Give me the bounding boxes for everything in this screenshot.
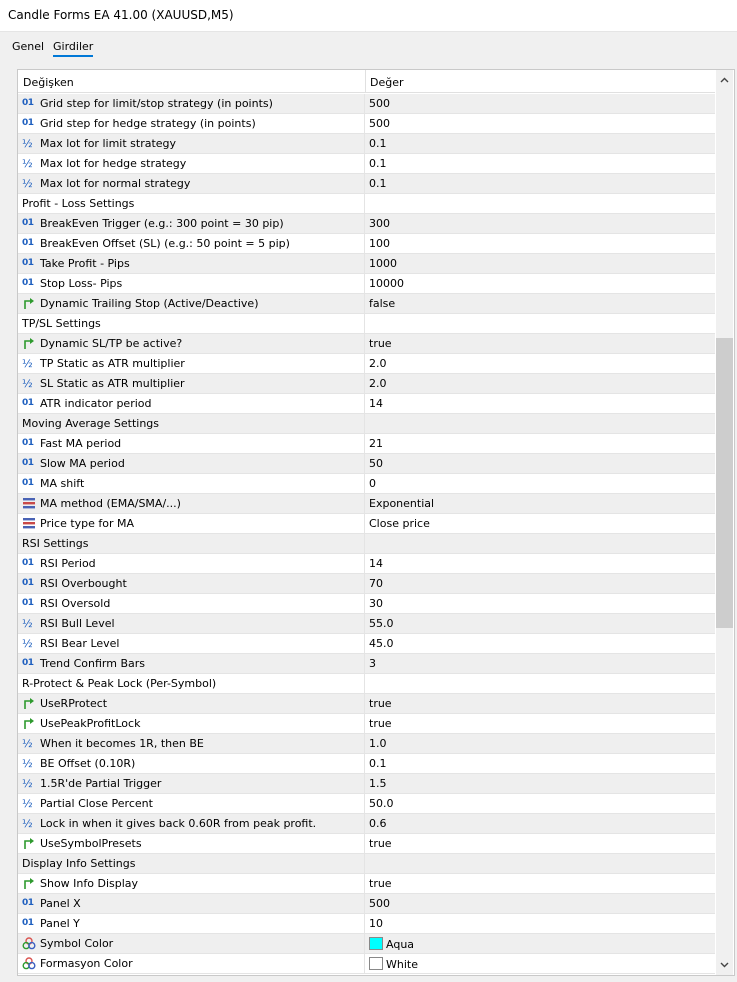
param-value-cell[interactable] <box>369 597 383 610</box>
int-type-icon: 01 <box>22 898 34 908</box>
title-bar <box>0 0 737 32</box>
param-name: Max lot for normal strategy <box>40 177 191 190</box>
double-type-icon: ½ <box>22 357 33 370</box>
header-variable[interactable]: Değişken <box>23 76 74 89</box>
param-name-cell <box>18 554 365 573</box>
param-value-cell[interactable] <box>369 297 395 310</box>
param-name: Show Info Display <box>40 877 139 890</box>
inputs-grid <box>17 69 735 976</box>
int-type-icon: 01 <box>22 98 34 108</box>
param-value: 3 <box>369 657 376 670</box>
int-type-icon: 01 <box>22 578 34 588</box>
group-row[interactable] <box>18 314 715 334</box>
color-type-icon <box>22 937 36 950</box>
param-name-cell <box>18 174 365 193</box>
param-row[interactable] <box>18 914 715 934</box>
param-name-cell <box>18 814 365 833</box>
param-value-cell[interactable] <box>369 777 387 790</box>
param-name: Max lot for hedge strategy <box>40 157 187 170</box>
param-value-cell[interactable] <box>369 257 397 270</box>
param-name: Max lot for limit strategy <box>40 137 177 150</box>
double-type-icon: ½ <box>22 157 33 170</box>
int-type-icon: 01 <box>22 658 34 668</box>
param-row[interactable] <box>18 694 715 714</box>
param-name-cell <box>18 274 365 293</box>
bool-type-icon <box>22 877 36 890</box>
param-value: 50.0 <box>369 797 394 810</box>
param-row[interactable] <box>18 734 715 754</box>
scroll-down-icon[interactable] <box>716 956 733 973</box>
param-row[interactable] <box>18 454 715 474</box>
param-value-cell[interactable] <box>369 97 390 110</box>
param-value-cell[interactable] <box>369 737 387 750</box>
param-value: White <box>386 958 418 971</box>
param-row[interactable] <box>18 614 715 634</box>
param-value-cell[interactable] <box>369 397 383 410</box>
param-value-cell[interactable] <box>369 477 376 490</box>
param-value: 10 <box>369 917 383 930</box>
param-name: Panel X <box>40 897 81 910</box>
param-name-cell <box>18 234 365 253</box>
param-value: 55.0 <box>369 617 394 630</box>
int-type-icon: 01 <box>22 558 34 568</box>
param-value: Close price <box>369 517 430 530</box>
param-value: 50 <box>369 457 383 470</box>
param-name: Take Profit - Pips <box>40 257 130 270</box>
param-row[interactable] <box>18 174 715 194</box>
param-name: Dynamic Trailing Stop (Active/Deactive) <box>40 297 259 310</box>
param-value: 14 <box>369 397 383 410</box>
param-value-cell[interactable] <box>369 377 387 390</box>
param-value: 1.5 <box>369 777 387 790</box>
param-name-cell <box>18 794 365 813</box>
param-value-cell[interactable] <box>369 957 418 971</box>
param-name: Slow MA period <box>40 457 125 470</box>
param-name: RSI Bear Level <box>40 637 120 650</box>
param-value: 2.0 <box>369 357 387 370</box>
param-name: Grid step for hedge strategy (in points) <box>40 117 256 130</box>
param-name: Formasyon Color <box>40 957 133 970</box>
param-name: Grid step for limit/stop strategy (in points) <box>40 97 273 110</box>
param-value-cell[interactable] <box>369 237 390 250</box>
double-type-icon: ½ <box>22 777 33 790</box>
param-name: MA shift <box>40 477 85 490</box>
double-type-icon: ½ <box>22 637 33 650</box>
param-value: false <box>369 297 396 310</box>
param-name: TP Static as ATR multiplier <box>40 357 185 370</box>
param-value-cell[interactable] <box>369 937 414 951</box>
param-name-cell <box>18 834 365 853</box>
group-row[interactable] <box>18 534 715 554</box>
param-name-cell <box>18 394 365 413</box>
param-row[interactable] <box>18 514 715 534</box>
param-row[interactable] <box>18 714 715 734</box>
group-label: RSI Settings <box>22 537 89 550</box>
color-type-icon <box>22 957 36 970</box>
param-row[interactable] <box>18 434 715 454</box>
param-value-cell[interactable] <box>369 717 392 730</box>
param-row[interactable] <box>18 294 715 314</box>
int-type-icon: 01 <box>22 118 34 128</box>
param-name-cell <box>18 954 365 973</box>
bool-type-icon <box>22 717 36 730</box>
param-value: 10000 <box>369 277 404 290</box>
param-value: 21 <box>369 437 383 450</box>
param-row[interactable] <box>18 234 715 254</box>
param-row[interactable] <box>18 934 715 954</box>
enum-type-icon <box>22 517 36 530</box>
param-value: 300 <box>369 217 390 230</box>
param-value: 70 <box>369 577 383 590</box>
double-type-icon: ½ <box>22 377 33 390</box>
param-value-cell[interactable] <box>369 797 394 810</box>
param-row[interactable] <box>18 94 715 114</box>
param-row[interactable] <box>18 254 715 274</box>
param-value: true <box>369 837 392 850</box>
param-name-cell <box>18 934 365 953</box>
group-row[interactable] <box>18 414 715 434</box>
param-name: RSI Overbought <box>40 577 127 590</box>
param-value: true <box>369 337 392 350</box>
param-name: SL Static as ATR multiplier <box>40 377 185 390</box>
param-value-cell[interactable] <box>369 837 392 850</box>
header-value[interactable]: Değer <box>370 76 404 89</box>
param-value: true <box>369 697 392 710</box>
param-name: Trend Confirm Bars <box>40 657 145 670</box>
param-row[interactable] <box>18 154 715 174</box>
param-row[interactable] <box>18 814 715 834</box>
param-value: true <box>369 717 392 730</box>
param-row[interactable] <box>18 394 715 414</box>
param-value: 14 <box>369 557 383 570</box>
param-name: RSI Oversold <box>40 597 111 610</box>
param-value: 500 <box>369 897 390 910</box>
param-value-cell[interactable] <box>369 637 394 650</box>
param-name: Partial Close Percent <box>40 797 153 810</box>
bool-type-icon <box>22 697 36 710</box>
param-row[interactable] <box>18 634 715 654</box>
param-name: MA method (EMA/SMA/...) <box>40 497 181 510</box>
param-value-cell[interactable] <box>369 457 383 470</box>
param-name-cell <box>18 894 365 913</box>
param-row[interactable] <box>18 834 715 854</box>
param-value-cell[interactable] <box>369 437 383 450</box>
int-type-icon: 01 <box>22 398 34 408</box>
param-name-cell <box>18 714 365 733</box>
param-row[interactable] <box>18 654 715 674</box>
param-name-cell <box>18 474 365 493</box>
grid-header <box>18 70 715 93</box>
group-label: Moving Average Settings <box>22 417 160 430</box>
param-row[interactable] <box>18 334 715 354</box>
param-name: RSI Bull Level <box>40 617 115 630</box>
param-value: 0.1 <box>369 157 387 170</box>
int-type-icon: 01 <box>22 598 34 608</box>
int-type-icon: 01 <box>22 478 34 488</box>
param-name-cell <box>18 694 365 713</box>
tab-girdiler[interactable]: Girdiler <box>53 40 94 53</box>
param-value: 2.0 <box>369 377 387 390</box>
int-type-icon: 01 <box>22 238 34 248</box>
param-name: BreakEven Trigger (e.g.: 300 point = 30 pip) <box>40 217 284 230</box>
tab-bar <box>0 36 737 58</box>
param-name-cell <box>18 594 365 613</box>
double-type-icon: ½ <box>22 817 33 830</box>
tab-genel[interactable]: Genel <box>12 40 45 53</box>
param-value-cell[interactable] <box>369 157 387 170</box>
param-value-cell[interactable] <box>369 877 392 890</box>
param-value: true <box>369 877 392 890</box>
double-type-icon: ½ <box>22 617 33 630</box>
group-label: TP/SL Settings <box>22 317 101 330</box>
vertical-scrollbar[interactable] <box>716 70 733 975</box>
param-name-cell <box>18 294 365 313</box>
group-label: Display Info Settings <box>22 857 136 870</box>
param-row[interactable] <box>18 374 715 394</box>
param-value: 30 <box>369 597 383 610</box>
bool-type-icon <box>22 837 36 850</box>
grid-rows <box>18 94 715 974</box>
group-label: R-Protect & Peak Lock (Per-Symbol) <box>22 677 217 690</box>
param-name-cell <box>18 154 365 173</box>
param-value: 100 <box>369 237 390 250</box>
header-divider[interactable] <box>365 70 366 92</box>
param-value: 45.0 <box>369 637 394 650</box>
color-swatch <box>369 957 383 970</box>
param-value-cell[interactable] <box>369 757 387 770</box>
param-value: 1000 <box>369 257 397 270</box>
int-type-icon: 01 <box>22 218 34 228</box>
param-name: Dynamic SL/TP be active? <box>40 337 183 350</box>
param-name-cell <box>18 354 365 373</box>
param-value-cell[interactable] <box>369 517 430 530</box>
param-name: RSI Period <box>40 557 96 570</box>
param-row[interactable] <box>18 574 715 594</box>
param-name-cell <box>18 214 365 233</box>
param-name: Symbol Color <box>40 937 114 950</box>
color-swatch <box>369 937 383 950</box>
param-row[interactable] <box>18 874 715 894</box>
double-type-icon: ½ <box>22 177 33 190</box>
param-row[interactable] <box>18 594 715 614</box>
param-name-cell <box>18 734 365 753</box>
param-name-cell <box>18 754 365 773</box>
param-value-cell[interactable] <box>369 817 387 830</box>
param-name-cell <box>18 454 365 473</box>
param-name-cell <box>18 654 365 673</box>
param-row[interactable] <box>18 794 715 814</box>
param-row[interactable] <box>18 894 715 914</box>
param-name-cell <box>18 434 365 453</box>
param-row[interactable] <box>18 494 715 514</box>
double-type-icon: ½ <box>22 737 33 750</box>
param-value-cell[interactable] <box>369 917 383 930</box>
param-name-cell <box>18 514 365 533</box>
param-value: 500 <box>369 117 390 130</box>
param-name-cell <box>18 334 365 353</box>
int-type-icon: 01 <box>22 278 34 288</box>
param-name: UsePeakProfitLock <box>40 717 141 730</box>
param-value: Aqua <box>386 938 415 951</box>
param-name: Lock in when it gives back 0.60R from peak profit. <box>40 817 317 830</box>
param-value-cell[interactable] <box>369 277 404 290</box>
group-row[interactable] <box>18 854 715 874</box>
int-type-icon: 01 <box>22 918 34 928</box>
param-value-cell[interactable] <box>369 357 387 370</box>
param-name: ATR indicator period <box>40 397 152 410</box>
param-name-cell <box>18 494 365 513</box>
param-name: Fast MA period <box>40 437 122 450</box>
enum-type-icon <box>22 497 36 510</box>
param-row[interactable] <box>18 354 715 374</box>
param-value-cell[interactable] <box>369 497 434 510</box>
param-value-cell[interactable] <box>369 337 392 350</box>
double-type-icon: ½ <box>22 797 33 810</box>
double-type-icon: ½ <box>22 757 33 770</box>
param-name-cell <box>18 774 365 793</box>
param-name-cell <box>18 914 365 933</box>
param-value: Exponential <box>369 497 435 510</box>
param-value-cell[interactable] <box>369 897 390 910</box>
param-name-cell <box>18 634 365 653</box>
param-name: BE Offset (0.10R) <box>40 757 136 770</box>
param-value-cell[interactable] <box>369 557 383 570</box>
param-name-cell <box>18 134 365 153</box>
param-row[interactable] <box>18 774 715 794</box>
param-value-cell[interactable] <box>369 177 387 190</box>
param-row[interactable] <box>18 274 715 294</box>
param-name: When it becomes 1R, then BE <box>40 737 204 750</box>
int-type-icon: 01 <box>22 438 34 448</box>
param-name: BreakEven Offset (SL) (e.g.: 50 point = 5 pip) <box>40 237 290 250</box>
param-value: 0.1 <box>369 137 387 150</box>
param-value-cell[interactable] <box>369 577 383 590</box>
int-type-icon: 01 <box>22 458 34 468</box>
param-row[interactable] <box>18 214 715 234</box>
param-row[interactable] <box>18 474 715 494</box>
param-name-cell <box>18 94 365 113</box>
int-type-icon: 01 <box>22 258 34 268</box>
param-name-cell <box>18 874 365 893</box>
group-row[interactable] <box>18 674 715 694</box>
param-name-cell <box>18 254 365 273</box>
param-row[interactable] <box>18 954 715 974</box>
param-row[interactable] <box>18 134 715 154</box>
param-name-cell <box>18 534 365 553</box>
bool-type-icon <box>22 337 36 350</box>
param-name-cell <box>18 194 365 213</box>
param-value-cell[interactable] <box>369 217 390 230</box>
param-name-cell <box>18 674 365 693</box>
param-value: 0.1 <box>369 177 387 190</box>
param-name-cell <box>18 114 365 133</box>
scroll-thumb[interactable] <box>716 338 733 628</box>
param-name-cell <box>18 374 365 393</box>
param-name: UseSymbolPresets <box>40 837 142 850</box>
param-name: 1.5R'de Partial Trigger <box>40 777 162 790</box>
window-title: Candle Forms EA 41.00 (XAUUSD,M5) <box>8 8 234 22</box>
param-value-cell[interactable] <box>369 617 394 630</box>
param-row[interactable] <box>18 114 715 134</box>
bool-type-icon <box>22 297 36 310</box>
param-row[interactable] <box>18 554 715 574</box>
param-value: 0 <box>369 477 376 490</box>
param-value: 0.1 <box>369 757 387 770</box>
param-name-cell <box>18 854 365 873</box>
param-name: Panel Y <box>40 917 80 930</box>
param-value: 500 <box>369 97 390 110</box>
param-name: Stop Loss- Pips <box>40 277 123 290</box>
param-value: 0.6 <box>369 817 387 830</box>
param-name-cell <box>18 414 365 433</box>
param-value-cell[interactable] <box>369 697 392 710</box>
param-row[interactable] <box>18 754 715 774</box>
double-type-icon: ½ <box>22 137 33 150</box>
param-value-cell[interactable] <box>369 137 387 150</box>
param-name-cell <box>18 614 365 633</box>
scroll-up-icon[interactable] <box>716 72 733 89</box>
param-name-cell <box>18 314 365 333</box>
param-value-cell[interactable] <box>369 657 376 670</box>
param-name: Price type for MA <box>40 517 135 530</box>
param-value: 1.0 <box>369 737 387 750</box>
group-row[interactable] <box>18 194 715 214</box>
param-name: UseRProtect <box>40 697 108 710</box>
param-value-cell[interactable] <box>369 117 390 130</box>
param-name-cell <box>18 574 365 593</box>
group-label: Profit - Loss Settings <box>22 197 135 210</box>
